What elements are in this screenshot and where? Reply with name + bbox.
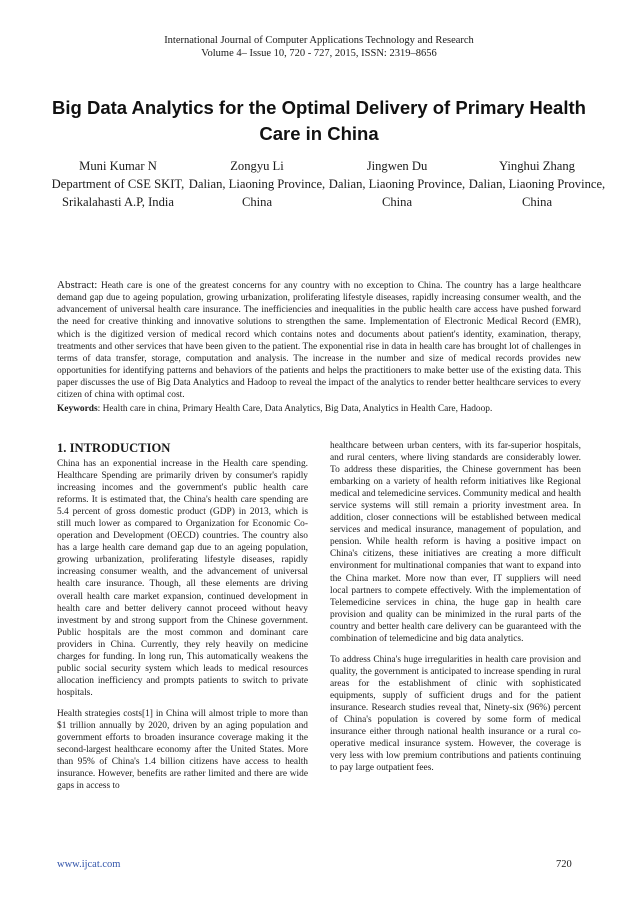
section-heading: 1. INTRODUCTION	[57, 441, 171, 455]
author-name: Zongyu Li	[230, 159, 284, 173]
author-affiliation: Dalian, Liaoning Province, China	[328, 177, 466, 209]
left-column	[57, 440, 308, 801]
abstract-text: Heath care is one of the greatest concerns for any country with no exception to China. The country has a large healthcare demand gap due to ageing population, growing urbanization, proliferating lifestyle diseases, rapidly increasing consumer wealth, and the advancement of universal health care insurance. The inefficiencies and inequalities in the public health care access have pushed forward the need for creative thinking and innovative solutions to strengthen the same. Implementation of Electronic Medical Record (EMR), which is the digitized version of medical record which contains notes and documents about patient's identity, examination, therapy, treatments and other services that have been given to the patient. The exponential rise in data in health care has brought lot of challenges in terms of data transfer, storage, computation and analysis. The increase in the number and size of medical records provides new opportunities for identifying patterns and behaviors of the patients and helps the practitioners to make better use of the existing data. This paper discusses the use of Big Data Analytics and Hadoop to reveal the impact of the analytics to render better healthcare services to every citizen of china with optimal cost.	[57, 281, 581, 401]
author-block-3	[322, 157, 472, 211]
abstract	[57, 279, 581, 402]
author-affiliation: Department of CSE SKIT, Srikalahasti A.P, India	[51, 177, 185, 209]
keywords	[57, 403, 581, 415]
paragraph: healthcare between urban centers, with its far-superior hospitals, and rural centers, where living standards are considerably lower. To address these disparities, the Chinese government has been embarking on a variety of health reform initiatives like Regional medical and telemedicine services. Community medical and health service systems will still remain a priority investment area. In addition, closer connections will be established between medical services and medical insurance, management of population, and pension. While health reform is having a positive impact on China's citizens, these initiatives are creating a more difficult environment for multinational companies that want to expand into the China market. More now than ever, IT suppliers will need local partners to compete effectively. With the implementation of Telemedicine services in china, the huge gap in health care provision and quality can be minimized in the rural parts of the country and better health care delivery can be guaranteed with the combination of telemedicine and big data analytics.	[330, 441, 581, 644]
author-affiliation: Dalian, Liaoning Province, China	[188, 177, 326, 209]
keywords-label: Keywords	[57, 404, 98, 414]
journal-volume: Volume 4– Issue 10, 720 - 727, 2015, ISSN: 2319–8656	[201, 48, 437, 59]
author-name: Yinghui Zhang	[499, 159, 575, 173]
footer-url-link[interactable]: www.ijcat.com	[57, 859, 121, 870]
paper-title: Big Data Analytics for the Optimal Delivery of Primary Health Care in China	[52, 97, 586, 144]
author-block-1	[43, 157, 193, 211]
paragraph: Health strategies costs[1] in China will almost triple to more than $1 trillion annually by 2020, driven by an aging population and government efforts to broaden insurance coverage making it the second-largest healthcare economy after the United States. More than 95% of China's 1.4 billion citizens have access to health insurance. However, benefits are rather limited and there are wide gaps in access to	[57, 708, 308, 792]
right-column	[330, 440, 581, 783]
paragraph: China has an exponential increase in the Health care spending. Healthcare Spending are primarily driven by consumer's rapidly increasing incomes and the government's public health care reforms. It is estimated that, the China's health care spending are 5.4 percent of gross domestic product (GDP) in 2013, which is still much lower as compared to Organization for Economic Co-operation and Development (OECD) countries. The country also has a large health care demand gap due to an ageing population, growing urbanization, proliferating lifestyle diseases, rapidly increasing consumer wealth, and the advancement of universal health care insurance. Though, all these elements are driving overall health care market expansion, continued development in health care and better delivery cannot proceed without heavy investment by and strong support from the Chinese government. Public hospitals are the most common and dominant care providers in China. Currently, they rely heavily on medicine charges for funding. In long run, This automatically weakens the public social security system which leads to medical resources allocation inefficiency and prompts patients to switch to private hospitals.	[57, 459, 308, 698]
journal-header	[0, 34, 638, 60]
abstract-label: Abstract:	[57, 279, 98, 291]
author-block-2	[182, 157, 332, 211]
author-name: Jingwen Du	[366, 159, 428, 173]
author-block-4	[462, 157, 612, 211]
author-name: Muni Kumar N	[79, 159, 157, 173]
journal-name: International Journal of Computer Applications Technology and Research	[164, 35, 474, 46]
paragraph: To address China's huge irregularities in health care provision and quality, the government is anticipated to increase spending in rural areas for the establishment of clinic with sophisticated equipments, supply of sufficient drugs and for the patient insurance. Research studies reveal that, Ninety-six (96%) percent of China's population is covered by some form of medical insurance either through national health insurance or a rural co-operative medical insurance system. However, the coverage is very less with low premium contributions and patients continuing to pay large outpatient fees.	[330, 654, 581, 774]
author-affiliation: Dalian, Liaoning Province, China	[468, 177, 606, 209]
page-number: 720	[556, 859, 572, 870]
keywords-text: : Health care in china, Primary Health Care, Data Analytics, Big Data, Analytics in Health Care, Hadoop.	[97, 404, 493, 414]
